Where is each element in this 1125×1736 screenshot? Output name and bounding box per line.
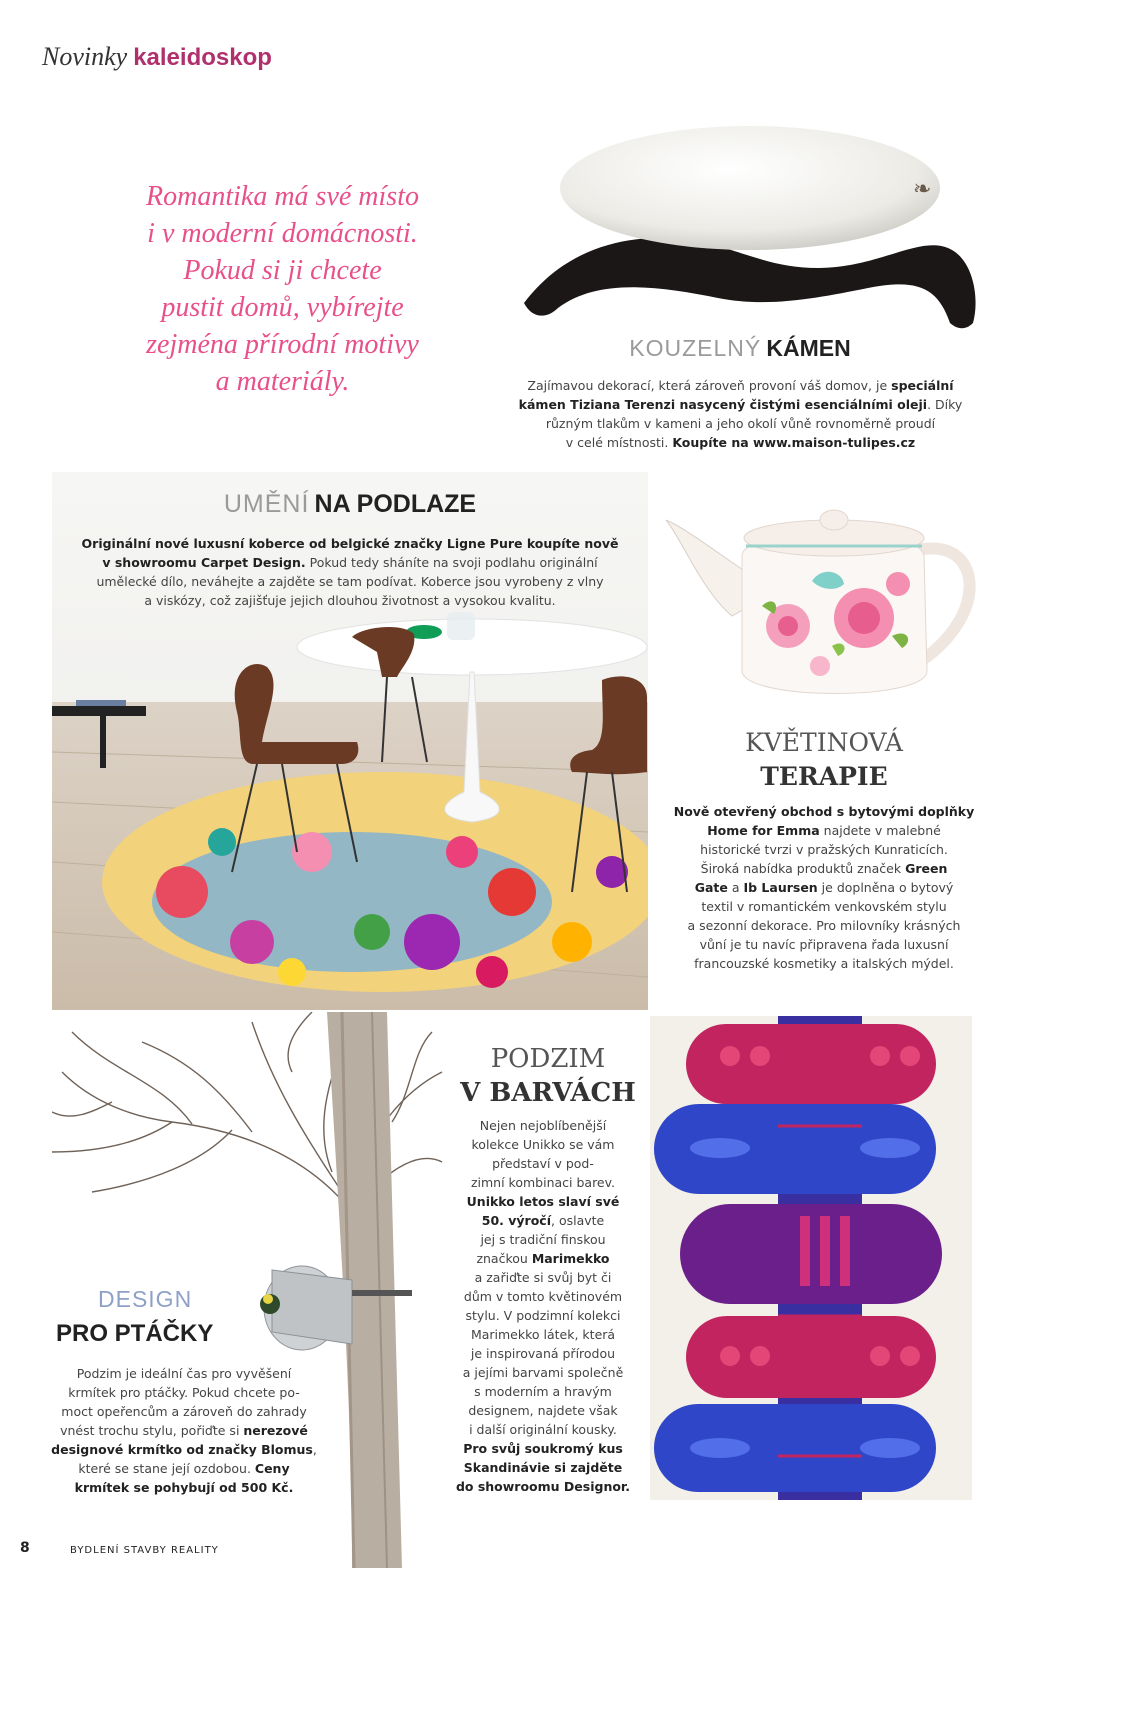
text-line	[664, 859, 984, 878]
text-run: a sezonní dekorace. Pro milovníky krásných	[687, 918, 961, 933]
text-run: představí v pod-	[492, 1156, 594, 1171]
text-run: Nejen nejoblíbenější	[479, 1118, 607, 1133]
bold-run: speciální	[891, 378, 954, 393]
text-line	[452, 1363, 634, 1382]
bold-run: krmítek se pohybují od 500 Kč.	[74, 1480, 294, 1495]
teapot-title: KVĚTINOVÁ TERAPIE	[745, 728, 903, 791]
text-line	[62, 553, 638, 572]
bold-run: Home for Emma	[707, 823, 820, 838]
quote-line: i v moderní domácnosti.	[147, 218, 418, 249]
birds-title-bold: PRO PTÁČKY	[56, 1320, 214, 1347]
text-run: jej s tradiční finskou	[480, 1232, 606, 1247]
text-line	[452, 1439, 634, 1458]
text-line	[452, 1230, 634, 1249]
rug-text	[62, 534, 638, 610]
text-run: s moderním a hravým	[474, 1384, 612, 1399]
text-line	[452, 1344, 634, 1363]
text-run: najdete v malebné	[819, 823, 941, 838]
bold-run: Pro svůj soukromý kus	[463, 1441, 623, 1456]
rug-title: UMĚNÍ NA PODLAZE	[223, 490, 477, 518]
text-line	[664, 840, 984, 859]
stone-image	[518, 118, 980, 338]
bold-run: Marimekko	[531, 1251, 610, 1266]
svg-text:❧: ❧	[913, 177, 932, 202]
section-label: Novinky	[42, 42, 128, 71]
bold-run: v showroomu Carpet Design.	[102, 555, 306, 570]
bold-run: Koupíte na www.maison-tulipes.cz	[672, 435, 916, 450]
text-line	[452, 1268, 634, 1287]
quote-line: Romantika má své místo	[146, 181, 419, 212]
birds-text	[46, 1364, 322, 1497]
text-line	[664, 935, 984, 954]
section-title: kaleidoskop	[133, 44, 272, 71]
text-line	[452, 1154, 634, 1173]
teapot-text	[664, 802, 984, 973]
bold-run: Skandinávie si zajděte	[463, 1460, 623, 1475]
text-line	[452, 1382, 634, 1401]
text-line	[508, 376, 973, 395]
text-line	[452, 1173, 634, 1192]
bold-run: Unikko letos slaví své	[466, 1194, 620, 1209]
text-line	[664, 821, 984, 840]
text-line	[46, 1402, 322, 1421]
text-line	[452, 1116, 634, 1135]
stone-text	[508, 376, 973, 452]
text-run: krmítek pro ptáčky. Pokud chcete po-	[68, 1385, 300, 1400]
page-number: 8	[20, 1540, 30, 1556]
text-run: Marimekko látek, která	[470, 1327, 616, 1342]
text-line	[452, 1135, 634, 1154]
text-line	[46, 1440, 322, 1459]
text-line	[664, 878, 984, 897]
bold-run: Ib Laursen	[743, 880, 818, 895]
stone-title: KOUZELNÝ KÁMEN	[629, 335, 851, 361]
text-line	[452, 1306, 634, 1325]
text-run: a jejími barvami společně	[462, 1365, 624, 1380]
text-line	[46, 1421, 322, 1440]
quote-line: zejména přírodní motivy	[146, 329, 419, 360]
text-line	[508, 395, 973, 414]
text-line	[452, 1420, 634, 1439]
text-run: a	[727, 880, 744, 895]
quote-line: Pokud si ji chcete	[183, 255, 382, 286]
text-run: historické tvrzi v pražských Kunraticích.	[700, 842, 948, 857]
autumn-text	[452, 1116, 634, 1496]
text-line	[452, 1249, 634, 1268]
text-line	[664, 897, 984, 916]
text-run: i další originální kousky.	[469, 1422, 617, 1437]
text-line	[62, 591, 638, 610]
text-run: a viskózy, což zajišťuje jejich dlouhou životnost a vysokou kvalitu.	[144, 593, 556, 608]
text-run: francouzské kosmetiky a italských mýdel.	[694, 956, 954, 971]
magazine-name: BYDLENÍ STAVBY REALITY	[70, 1545, 219, 1556]
autumn-title: PODZIM V BARVÁCH	[460, 1044, 636, 1108]
bold-run: Nově otevřený obchod s bytovými doplňky	[673, 804, 975, 819]
teapot-image	[662, 496, 982, 702]
marimekko-fabric-image	[650, 1016, 972, 1500]
text-line	[62, 534, 638, 553]
text-line	[452, 1287, 634, 1306]
text-line	[664, 954, 984, 973]
pull-quote	[110, 178, 455, 400]
text-line	[452, 1211, 634, 1230]
bold-run: do showroomu Designor.	[455, 1479, 631, 1494]
text-line	[508, 414, 973, 433]
bold-run: Gate	[694, 880, 728, 895]
text-line	[664, 802, 984, 821]
bold-run: designové krmítko od značky Blomus	[51, 1442, 313, 1457]
text-line	[46, 1478, 322, 1497]
text-run: které se stane její ozdobou.	[78, 1461, 255, 1476]
text-run: a zařiďte si svůj byt či	[474, 1270, 612, 1285]
text-run: Pokud tedy sháníte na svoji podlahu originální	[305, 555, 598, 570]
text-run: Zajímavou dekorací, která zároveň provoní váš domov, je	[527, 378, 892, 393]
text-run: textil v romantickém venkovském stylu	[701, 899, 947, 914]
section-header	[42, 42, 272, 72]
text-run: , oslavte	[551, 1213, 605, 1228]
text-run: moct opeřencům a zároveň do zahrady	[61, 1404, 307, 1419]
text-line	[508, 433, 973, 452]
text-run: Široká nabídka produktů značek	[700, 861, 906, 876]
bold-run: nerezové	[243, 1423, 308, 1438]
text-run: Podzim je ideální čas pro vyvěšení	[76, 1366, 292, 1381]
bold-run: 50. výročí	[481, 1213, 551, 1228]
text-run: dům v tomto květinovém	[463, 1289, 623, 1304]
text-run: stylu. V podzimní kolekci	[465, 1308, 621, 1323]
text-run: vůní je tu navíc připravena řada luxusní	[699, 937, 949, 952]
text-line	[62, 572, 638, 591]
text-line	[452, 1325, 634, 1344]
quote-line: a materiály.	[215, 366, 350, 397]
text-run: je inspirovaná přírodou	[470, 1346, 616, 1361]
text-line	[46, 1383, 322, 1402]
text-run: v celé místnosti.	[565, 435, 673, 450]
text-line	[452, 1458, 634, 1477]
text-run: kolekce Unikko se vám	[471, 1137, 615, 1152]
text-run: designem, najdete však	[468, 1403, 618, 1418]
text-line	[46, 1459, 322, 1478]
text-line	[452, 1477, 634, 1496]
text-line	[452, 1192, 634, 1211]
bold-run: Ceny	[254, 1461, 290, 1476]
text-run: vnést trochu stylu, pořiďte si	[60, 1423, 244, 1438]
text-run: značkou	[476, 1251, 532, 1266]
birds-title-light: DESIGN	[98, 1286, 193, 1312]
text-line	[452, 1401, 634, 1420]
text-run: zimní kombinaci barev.	[470, 1175, 616, 1190]
text-line	[46, 1364, 322, 1383]
text-run: umělecké dílo, neváhejte a zajděte se tam podívat. Koberce jsou vyrobeny z vlny	[96, 574, 604, 589]
text-line	[664, 916, 984, 935]
bold-run: Originální nové luxusní koberce od belgické značky Ligne Pure koupíte nově	[81, 536, 619, 551]
text-run: je doplněna o bytový	[817, 880, 954, 895]
text-run: různým tlakům v kameni a jeho okolí vůně rovnoměrně proudí	[545, 416, 936, 431]
text-run: . Díky	[927, 397, 963, 412]
bold-run: Green	[905, 861, 948, 876]
bold-run: kámen Tiziana Terenzi nasycený čistými esenciálními oleji	[518, 397, 928, 412]
text-run: ,	[312, 1442, 317, 1457]
quote-line: pustit domů, vybírejte	[161, 292, 404, 323]
